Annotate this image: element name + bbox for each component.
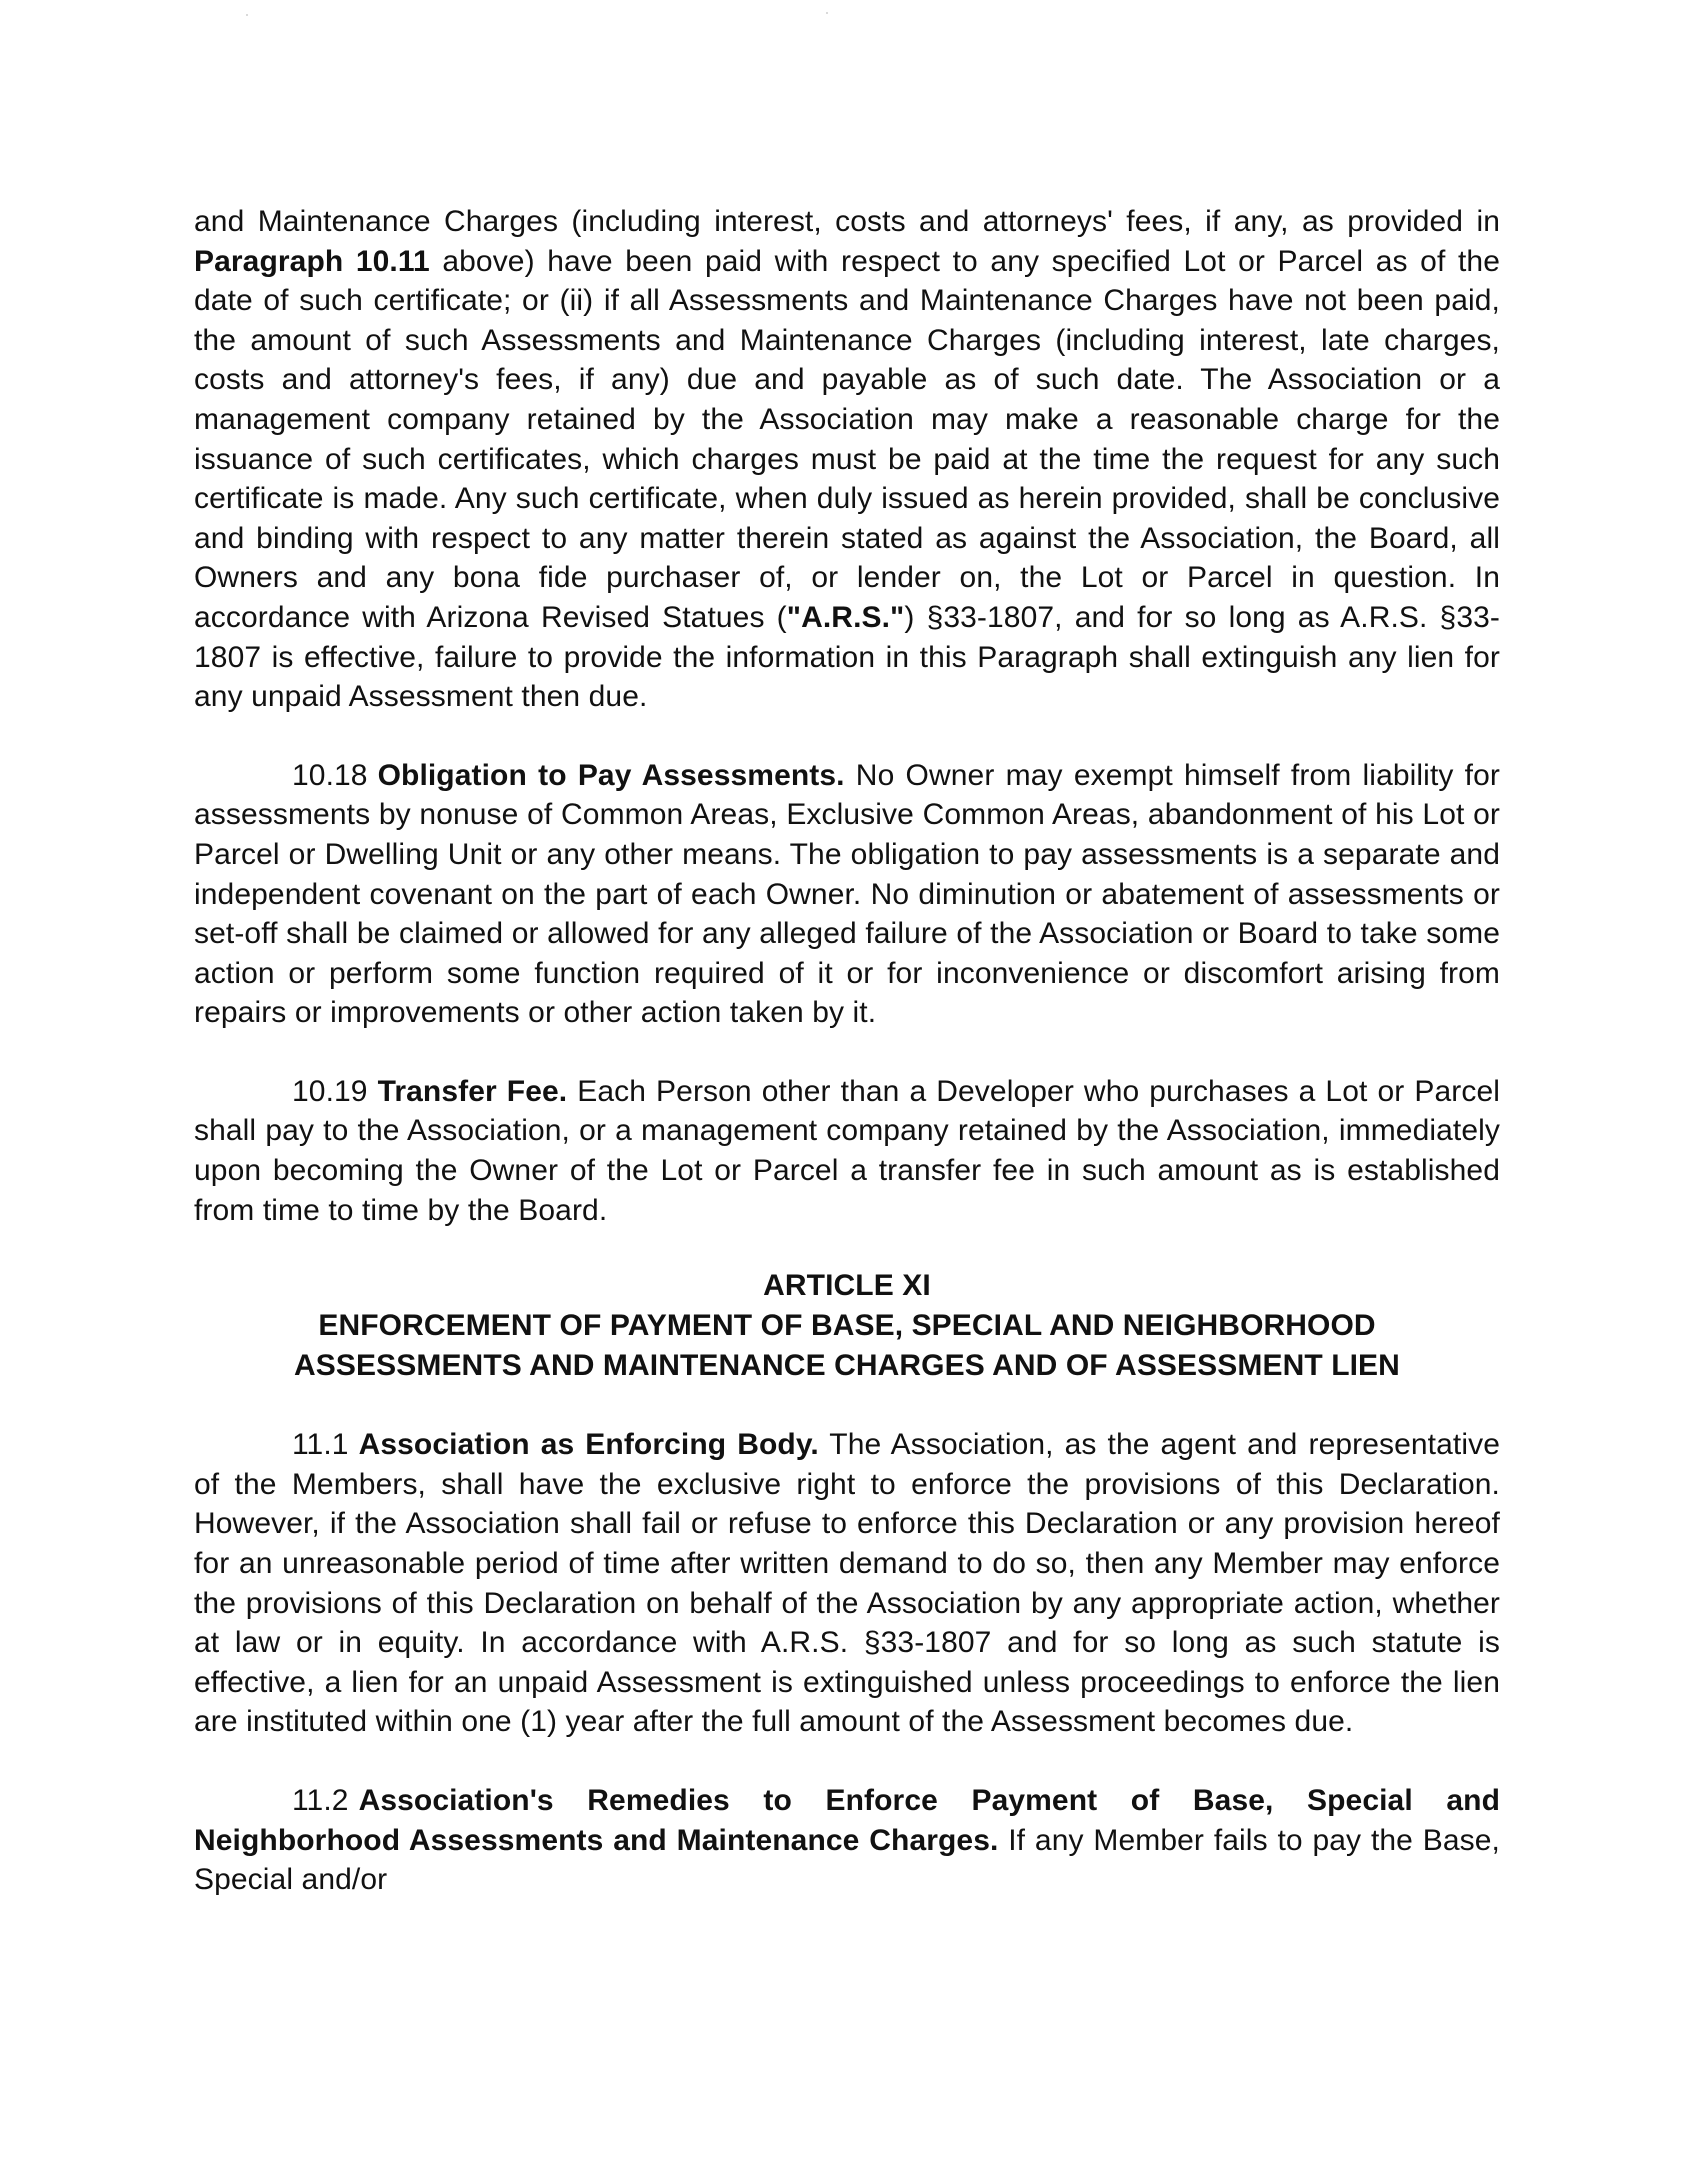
article-heading-block [194,1266,1500,1386]
section-heading: Association as Enforcing Body. [358,1428,819,1462]
article-subtitle-line-2: ASSESSMENTS AND MAINTENANCE CHARGES AND OF ASSESSMENT LIEN [294,1349,1400,1383]
section-10-18 [194,756,1500,1033]
section-number: 11.1 [292,1428,349,1462]
section-heading: Association's Remedies to Enforce Payment of Base, Special and Neighborhood Assessments and Maintenance Charges. [194,1784,1500,1857]
section-11-1 [194,1425,1500,1742]
section-text: If any Member fails to pay the Base, Special and/or [194,1823,1500,1897]
section-text: Each Person other than a Developer who purchases a Lot or Parcel shall pay to the Association, or a management company retained by the Association, immediately upon becoming the Owner of the Lot or Parcel a transfer fee in such amount as is established from time to time by the Board. [194,1074,1500,1227]
section-text: The Association, as the agent and representative of the Members, shall have the exclusive right to enforce the provisions of this Declaration. However, if the Association shall fail or refuse to enforce this Declaration or any provision hereof for an unreasonable period of time after written demand to do so, then any Member may enforce the provisions of this Declaration on behalf of the Association by any appropriate action, whether at law or in equity. In accordance with A.R.S. §33-1807 and for so long as such statute is effective, a lien for an unpaid Assessment is extinguished unless proceedings to enforce the lien are instituted within one (1) year after the full amount of the Assessment becomes due. [194,1428,1500,1739]
section-11-2 [194,1781,1500,1900]
section-number: 11.2 [292,1784,349,1817]
ars-abbreviation: "A.R.S." [786,600,905,634]
section-heading: Transfer Fee. [377,1074,568,1108]
section-text: No Owner may exempt himself from liability for assessments by nonuse of Common Areas, Exclusive Common Areas, abandonment of his Lot or Parcel or Dwelling Unit or any other means. The obligation to pay assessments is a separate and independent covenant on the part of each Owner. No diminution or abatement of assessments or set-off shall be claimed or allowed for any alleged failure of the Association or Board to take some action or perform some function required of it or for inconvenience or discomfort arising from repairs or improvements or other action taken by it. [194,758,1500,1030]
section-10-19 [194,1072,1500,1230]
section-heading: Obligation to Pay Assessments. [377,758,845,792]
section-number: 10.18 [292,758,368,792]
scan-speck [826,12,828,14]
document-body [194,202,1500,1900]
paragraph-reference: Paragraph 10.11 [194,244,430,278]
continuation-text-1: and Maintenance Charges (including interest, costs and attorneys' fees, if any, as provided in [194,205,1500,238]
article-title: ARTICLE XI [763,1269,931,1303]
continuation-text-3: ) §33-1807, and for so long as A.R.S. §33-1807 is effective, failure to provide the information in this Paragraph shall extinguish any lien for any unpaid Assessment then due. [194,600,1500,714]
article-subtitle-line-1: ENFORCEMENT OF PAYMENT OF BASE, SPECIAL AND NEIGHBORHOOD [318,1309,1376,1343]
section-number: 10.19 [292,1074,368,1108]
continuation-paragraph [194,202,1500,717]
scan-speck [246,14,248,16]
continuation-text-2: above) have been paid with respect to any specified Lot or Parcel as of the date of such certificate; or (ii) if all Assessments and Maintenance Charges have not been paid, the amount of such Assessments and Maintenance Charges (including interest, late charges, costs and attorney's fees, if any) due and payable as of such date. The Association or a management company retained by the Association may make a reasonable charge for the issuance of such certificates, which charges must be paid at the time the request for any such certificate is made. Any such certificate, when duly issued as herein provided, shall be conclusive and binding with respect to any matter therein stated as against the Association, the Board, all Owners and any bona fide purchaser of, or lender on, the Lot or Parcel in question. In accordance with Arizona Revised Statues ( [194,244,1500,634]
